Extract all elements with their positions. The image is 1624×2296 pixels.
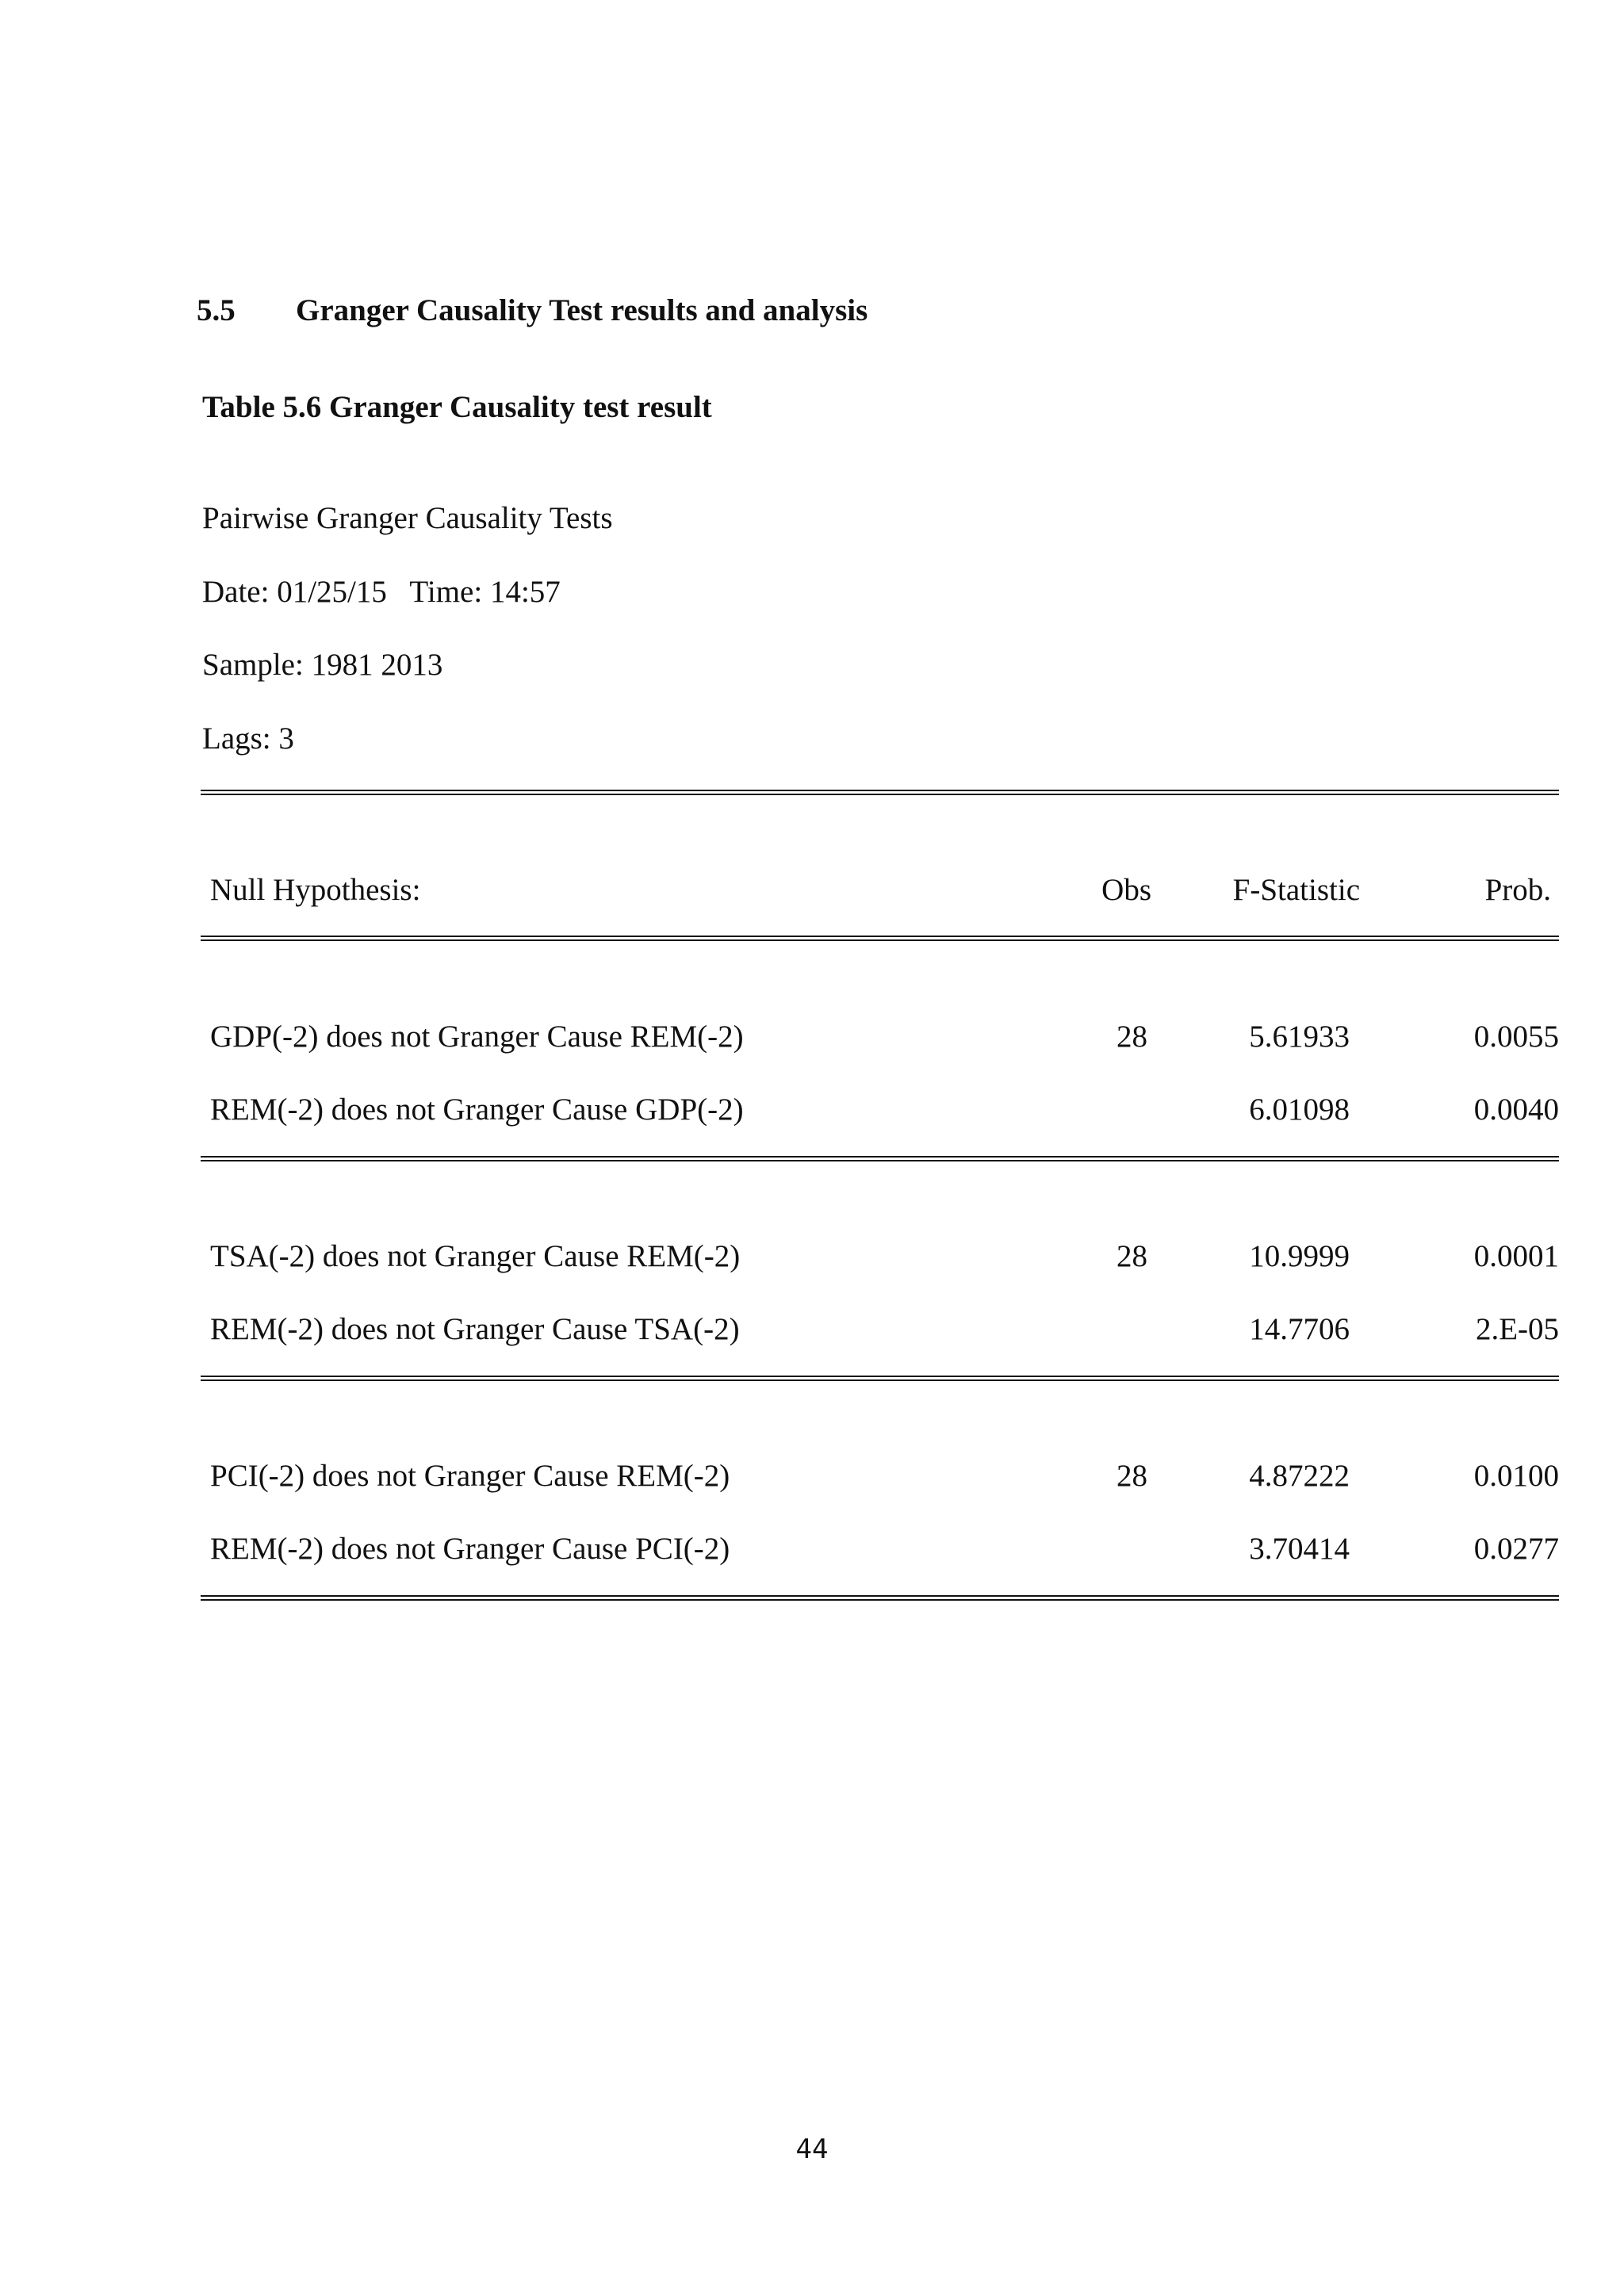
row-prob: 0.0277 [1473,1532,1559,1566]
row-prob: 0.0100 [1473,1459,1559,1493]
row-hypothesis: REM(-2) does not Granger Cause TSA(-2) [210,1312,740,1346]
group-rule [201,1156,1559,1161]
page-number: 44 [795,2133,829,2165]
section-heading [197,295,868,326]
row-obs: 28 [1116,1239,1147,1273]
table-top-rule [201,790,1559,795]
table-caption: Table 5.6 Granger Causality test result [202,390,712,424]
row-obs: 28 [1116,1020,1147,1054]
test-lags: Lags: 3 [202,721,294,756]
row-hypothesis: REM(-2) does not Granger Cause PCI(-2) [210,1532,730,1566]
row-f-statistic: 6.01098 [1249,1093,1350,1127]
section-number: 5.5 [197,293,236,327]
row-f-statistic: 14.7706 [1249,1312,1350,1346]
test-date-time: Date: 01/25/15 Time: 14:57 [202,575,561,609]
row-f-statistic: 5.61933 [1249,1020,1350,1054]
row-hypothesis: TSA(-2) does not Granger Cause REM(-2) [210,1239,741,1273]
group-rule [201,1376,1559,1381]
row-prob: 0.0001 [1473,1239,1559,1273]
row-f-statistic: 3.70414 [1249,1532,1350,1566]
row-hypothesis: REM(-2) does not Granger Cause GDP(-2) [210,1093,744,1127]
row-f-statistic: 10.9999 [1249,1239,1350,1273]
row-hypothesis: PCI(-2) does not Granger Cause REM(-2) [210,1459,730,1493]
header-rule [201,936,1559,941]
section-title: Granger Causality Test results and analysis [296,293,868,327]
test-name: Pairwise Granger Causality Tests [202,501,613,535]
row-f-statistic: 4.87222 [1249,1459,1350,1493]
test-sample: Sample: 1981 2013 [202,648,443,682]
header-null-hypothesis: Null Hypothesis: [210,873,421,907]
row-hypothesis: GDP(-2) does not Granger Cause REM(-2) [210,1020,744,1054]
header-f-statistic: F-Statistic [1232,873,1360,907]
row-prob: 0.0040 [1473,1093,1559,1127]
header-obs: Obs [1101,873,1151,907]
row-obs: 28 [1116,1459,1147,1493]
row-prob: 0.0055 [1473,1020,1559,1054]
row-prob: 2.E-05 [1475,1312,1559,1346]
table-bottom-rule [201,1595,1559,1601]
header-prob: Prob. [1484,873,1551,907]
